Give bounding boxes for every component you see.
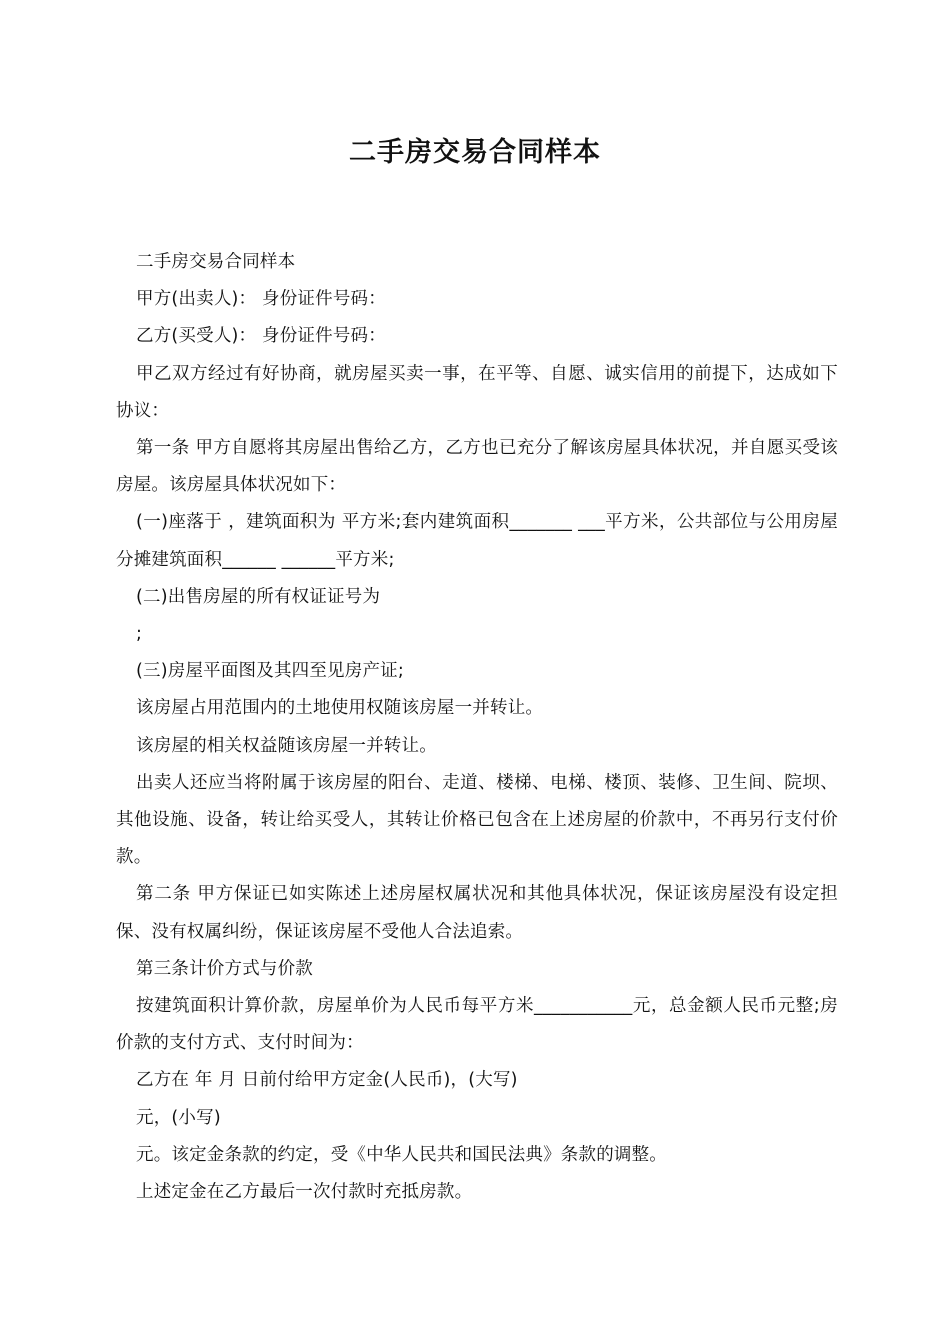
paragraph-deposit-lowercase: 元，(小写) <box>136 1107 221 1128</box>
paragraph-deposit-law: 元。该定金条款的约定，受《中华人民共和国民法典》条款的调整。 <box>136 1144 667 1165</box>
paragraph-location-area: (一)座落于 ，建筑面积为 平方米;套内建筑面积_______ ___平方米，公共部位与公用房屋分摊建筑面积______ ______平方米; <box>116 512 838 570</box>
paragraph-deposit-date: 乙方在 年 月 日前付给甲方定金(人民币)，(大写) <box>136 1070 518 1091</box>
paragraph-price-terms: 按建筑面积计算价款，房屋单价为人民币每平方米___________元，总金额人民币元整;房价款的支付方式、支付时间为： <box>116 996 838 1054</box>
paragraph-floor-plan: (三)房屋平面图及其四至见房产证; <box>136 661 404 682</box>
paragraph-semicolon: ; <box>136 624 143 645</box>
paragraph-article-1: 第一条 甲方自愿将其房屋出售给乙方，乙方也已充分了解该房屋具体状况，并自愿买受该房屋。该房屋具体状况如下： <box>116 438 838 496</box>
paragraph-article-3-heading: 第三条计价方式与价款 <box>136 958 313 979</box>
paragraph-attached-facilities: 出卖人还应当将附属于该房屋的阳台、走道、楼梯、电梯、楼顶、装修、卫生间、院坝、其他设施、设备，转让给买受人，其转让价格已包含在上述房屋的价款中，不再另行支付价款。 <box>116 772 838 868</box>
paragraph-preamble: 甲乙双方经过有好协商，就房屋买卖一事，在平等、自愿、诚实信用的前提下，达成如下协议： <box>116 363 838 421</box>
paragraph-related-rights: 该房屋的相关权益随该房屋一并转让。 <box>136 735 437 756</box>
paragraph-party-b: 乙方(买受人)： 身份证件号码： <box>136 326 386 347</box>
paragraph-deposit-offset: 上述定金在乙方最后一次付款时充抵房款。 <box>136 1182 473 1203</box>
paragraph-certificate-number: (二)出售房屋的所有权证证号为 <box>136 586 381 607</box>
paragraph-subtitle: 二手房交易合同样本 <box>136 252 296 272</box>
paragraph-article-2: 第二条 甲方保证已如实陈述上述房屋权属状况和其他具体状况，保证该房屋没有设定担保、没有权属纠纷，保证该房屋不受他人合法追索。 <box>116 884 838 942</box>
paragraph-land-use-right: 该房屋占用范围内的土地使用权随该房屋一并转让。 <box>136 698 544 719</box>
document-body <box>116 244 838 1211</box>
document-title: 二手房交易合同样本 <box>349 137 601 168</box>
paragraph-party-a: 甲方(出卖人)： 身份证件号码： <box>136 289 386 310</box>
